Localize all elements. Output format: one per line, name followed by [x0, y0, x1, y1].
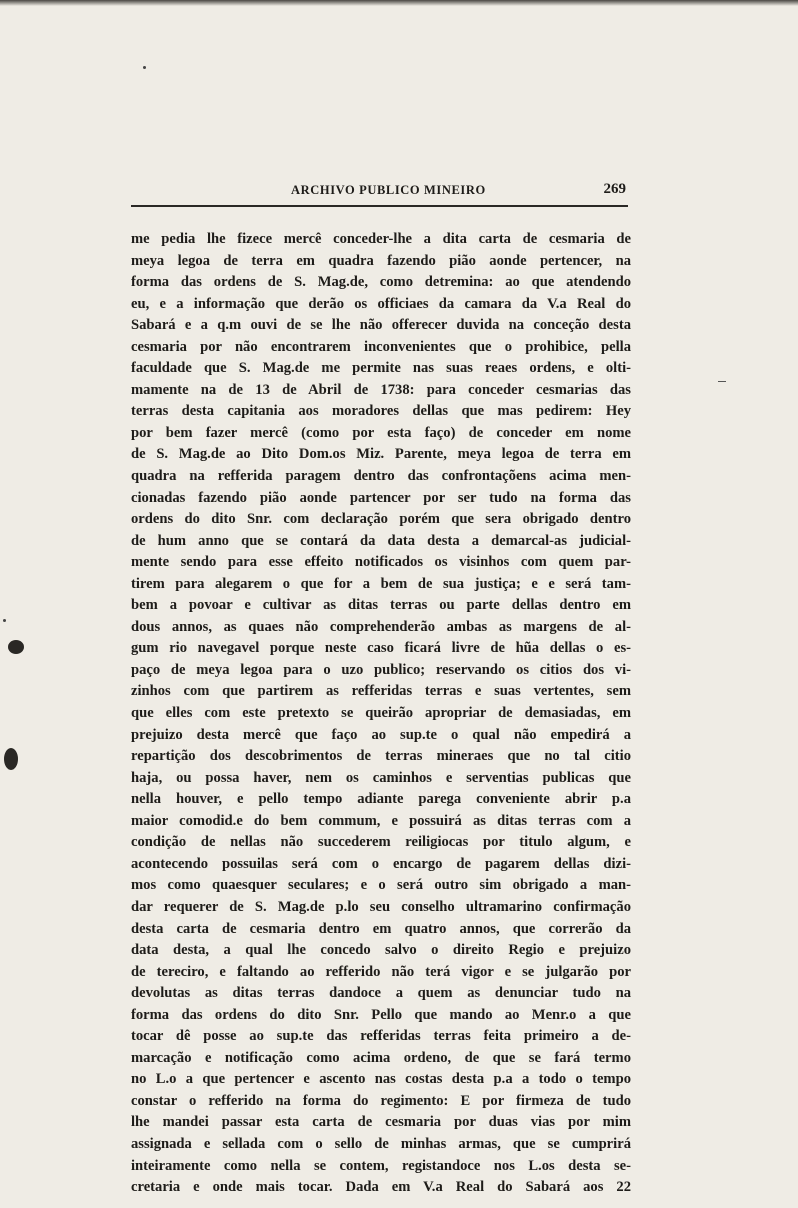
text-line: no L.o a que pertencer e ascento nas costas desta p.a a todo o tempo — [131, 1071, 631, 1088]
margin-mark — [718, 381, 726, 382]
text-line: bem a povoar e cultivar as ditas terras ou parte dellas dentro em — [131, 597, 631, 614]
text-line: de tereciro, e faltando ao refferido não terá vigor e se julgarão por — [131, 963, 631, 980]
body-text — [131, 229, 631, 1199]
text-line: zinhos com que partirem as refferidas terras e suas vertentes, sem — [131, 683, 631, 700]
text-line: forma das ordens de S. Mag.de, como detremina: ao que atendendo — [131, 274, 631, 291]
text-line: quadra na refferida paragem dentro das confrontaçõens acima men- — [131, 468, 631, 485]
text-line: cesmaria por não encontrarem inconvenientes que o prohibice, pella — [131, 338, 631, 355]
text-line: data desta, a qual lhe concedo salvo o direito Regio e prejuizo — [131, 942, 631, 959]
text-line: por bem fazer mercê (como por esta faço) de conceder em nome — [131, 424, 631, 441]
text-line: nella houver, e pello tempo adiante parega conveniente abrir p.a — [131, 791, 631, 808]
text-line: que elles com este pretexto se queirão apropriar de demasiadas, em — [131, 705, 631, 722]
text-line: lhe mandei passar esta carta de cesmaria por duas vias por mim — [131, 1114, 631, 1131]
text-line: cionadas fazendo pião aonde partencer por ser tudo na forma das — [131, 489, 631, 506]
text-line: acontecendo possuilas será com o encargo de pagarem dellas dizi- — [131, 855, 631, 872]
text-line: tirem para alegarem o que for a bem de sua justiça; e e será tam- — [131, 575, 631, 592]
running-header — [131, 181, 628, 207]
text-line: prejuizo desta mercê que faço ao sup.te o qual não empedirá a — [131, 726, 631, 743]
text-line: mamente na de 13 de Abril de 1738: para conceder cesmarias das — [131, 381, 631, 398]
text-line: faculdade que S. Mag.de me permite nas suas reaes ordens, e olti- — [131, 360, 631, 377]
paper-speck — [143, 66, 146, 69]
text-line: assignada e sellada com o sello de minhas armas, que se cumprirá — [131, 1135, 631, 1152]
text-line: forma das ordens do dito Snr. Pello que mando ao Menr.o a que — [131, 1006, 631, 1023]
text-line: devolutas as ditas terras dandoce a quem as denunciar tudo na — [131, 985, 631, 1002]
text-line: terras desta capitania aos moradores dellas que mas pedirem: Hey — [131, 403, 631, 420]
text-line: inteiramente como nella se contem, registandoce nos L.os desta se- — [131, 1157, 631, 1174]
text-line: constar o refferido na forma do regimento: E por firmeza de tudo — [131, 1092, 631, 1109]
page-top-edge — [0, 0, 798, 6]
page-number: 269 — [603, 181, 626, 197]
text-line: maior comodid.e do bem commum, e possuirá as ditas terras com a — [131, 812, 631, 829]
text-line: repartição dos descobrimentos de terras mineraes que no tal citio — [131, 748, 631, 765]
text-line: mos como quaesquer seculares; e o será outro sim obrigado a man- — [131, 877, 631, 894]
text-line: Sabará e a q.m ouvi de se lhe não offerecer duvida na conceção desta — [131, 317, 631, 334]
text-line: haja, ou possa haver, nem os caminhos e serventias publicas que — [131, 769, 631, 786]
ink-blot — [8, 640, 24, 654]
text-line: mente sendo para esse effeito notificados os visinhos com quem par- — [131, 554, 631, 571]
text-line: tocar dê posse ao sup.te das refferidas terras feita primeiro a de- — [131, 1028, 631, 1045]
ink-blot — [4, 748, 18, 770]
running-header-title: ARCHIVO PUBLICO MINEIRO — [291, 183, 486, 197]
text-line: de S. Mag.de ao Dito Dom.os Miz. Parente, meya legoa de terra em — [131, 446, 631, 463]
text-line: dous annos, as quaes não comprehenderão ambas as margens de al- — [131, 618, 631, 635]
text-line: gum rio navegavel porque neste caso ficará livre de hũa dellas o es- — [131, 640, 631, 657]
text-line: desta carta de cesmaria dentro em quatro annos, que correrão da — [131, 920, 631, 937]
text-line: me pedia lhe fizece mercê conceder-lhe a dita carta de cesmaria de — [131, 231, 631, 247]
text-line: dar requerer de S. Mag.de p.lo seu conselho ultramarino confirmação — [131, 898, 631, 915]
text-line: marcação e notificação como acima ordeno, de que se fará termo — [131, 1049, 631, 1066]
text-line: meya legoa de terra em quadra fazendo pião aonde pertencer, na — [131, 252, 631, 269]
text-line: de hum anno que se contará da data desta a demarcal-as judicial- — [131, 532, 631, 549]
text-line: cretaria e onde mais tocar. Dada em V.a Real do Sabará aos 22 — [131, 1179, 631, 1196]
text-line: paço de meya legoa para o uzo publico; reservando os citios dos vi- — [131, 661, 631, 678]
paper-speck — [3, 619, 6, 622]
text-line: eu, e a informação que derão os officiaes da camara da V.a Real do — [131, 295, 631, 312]
text-line: condição de nellas não succederem reiligiocas por titulo algum, e — [131, 834, 631, 851]
text-line: ordens do dito Snr. com declaração porém que sera obrigado dentro — [131, 511, 631, 528]
